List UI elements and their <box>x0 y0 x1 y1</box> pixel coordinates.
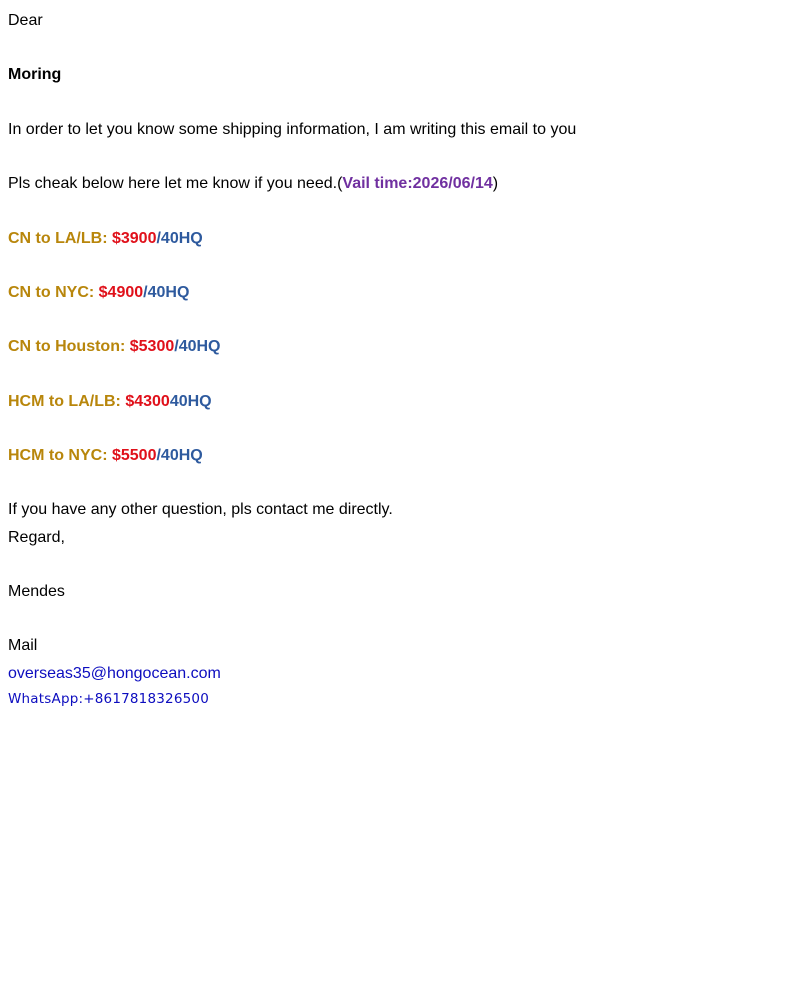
check-suffix: ) <box>492 175 499 192</box>
rate-unit: /40HQ <box>174 338 221 355</box>
email-address-link[interactable]: overseas35@hongocean.com <box>8 665 221 682</box>
whatsapp-contact: WhatsApp:+8617818326500 <box>8 691 209 707</box>
rate-unit: /40HQ <box>156 230 203 247</box>
rate-row-cn-houston <box>8 337 221 357</box>
rate-price: $5500 <box>111 447 157 464</box>
rate-price: $4300 <box>125 393 170 410</box>
closing-text: If you have any other question, pls contact me directly. <box>8 501 393 518</box>
rate-price: $5300 <box>129 338 175 355</box>
salutation: Moring <box>8 66 62 83</box>
rate-row-hcm-nyc <box>8 446 203 466</box>
rate-price: $3900 <box>111 230 157 247</box>
rate-price: $4900 <box>98 284 144 301</box>
rate-unit: /40HQ <box>143 284 190 301</box>
rate-row-cn-nyc <box>8 283 189 303</box>
rate-row-cn-lalb <box>8 229 203 249</box>
rate-unit: 40HQ <box>169 393 212 410</box>
valid-time: Vail time:2026/06/14 <box>342 175 493 192</box>
rate-route: HCM to NYC: <box>8 447 112 464</box>
check-prefix: Pls cheak below here let me know if you need.( <box>8 175 343 192</box>
check-line <box>8 174 498 194</box>
rate-route: CN to LA/LB: <box>8 230 112 247</box>
rate-route: CN to NYC: <box>8 284 99 301</box>
mail-label: Mail <box>8 637 38 654</box>
intro-text: In order to let you know some shipping information, I am writing this email to you <box>8 121 577 138</box>
greeting: Dear <box>8 12 43 29</box>
rate-route: HCM to LA/LB: <box>8 393 126 410</box>
sender-name: Mendes <box>8 583 65 600</box>
rate-unit: /40HQ <box>156 447 203 464</box>
regards: Regard, <box>8 529 65 546</box>
rate-route: CN to Houston: <box>8 338 130 355</box>
rate-row-hcm-lalb <box>8 392 212 412</box>
